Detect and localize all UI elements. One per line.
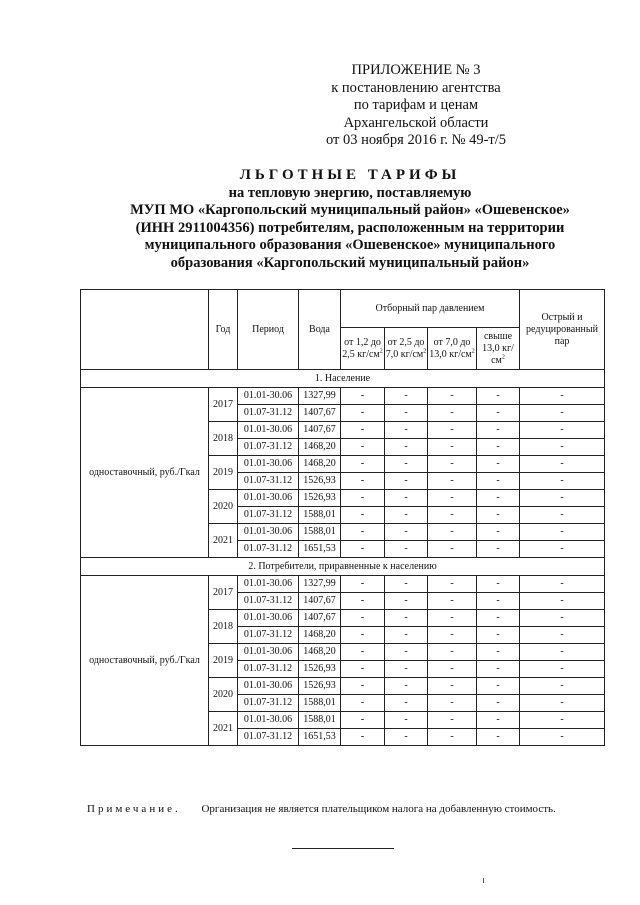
- table-row: [81, 388, 605, 405]
- empty-value-cell: -: [428, 661, 477, 678]
- period-cell: 01.01-30.06: [238, 524, 299, 541]
- period-cell: 01.07-31.12: [238, 593, 299, 610]
- empty-value-cell: -: [477, 610, 520, 627]
- water-tariff-cell: 1327,99: [299, 388, 341, 405]
- superscript: 2: [471, 348, 475, 355]
- empty-value-cell: -: [477, 712, 520, 729]
- water-tariff-cell: 1588,01: [299, 524, 341, 541]
- water-tariff-cell: 1588,01: [299, 712, 341, 729]
- superscript: 2: [423, 348, 427, 355]
- empty-value-cell: -: [428, 576, 477, 593]
- empty-value-cell: -: [385, 405, 428, 422]
- period-cell: 01.01-30.06: [238, 388, 299, 405]
- header-period: Период: [238, 290, 299, 370]
- empty-value-cell: -: [520, 644, 605, 661]
- empty-value-cell: -: [520, 593, 605, 610]
- empty-value-cell: -: [477, 524, 520, 541]
- empty-value-cell: -: [341, 524, 385, 541]
- empty-value-cell: -: [428, 541, 477, 558]
- empty-value-cell: -: [428, 593, 477, 610]
- footnote-text: Организация не является плательщиком налога на добавленную стоимость.: [201, 803, 556, 815]
- empty-value-cell: -: [341, 473, 385, 490]
- period-cell: 01.01-30.06: [238, 456, 299, 473]
- empty-value-cell: -: [385, 610, 428, 627]
- empty-value-cell: -: [520, 729, 605, 746]
- header-steam-3-label: от 7,0 до 13,0 кг/см: [429, 336, 472, 360]
- empty-value-cell: -: [385, 661, 428, 678]
- year-cell: 2021: [209, 712, 238, 746]
- header-sharp-steam: [520, 290, 605, 370]
- period-cell: 01.01-30.06: [238, 712, 299, 729]
- empty-value-cell: -: [477, 678, 520, 695]
- water-tariff-cell: 1407,67: [299, 610, 341, 627]
- appendix-line: Архангельской области: [343, 114, 489, 131]
- empty-value-cell: -: [428, 678, 477, 695]
- empty-value-cell: -: [520, 695, 605, 712]
- empty-value-cell: -: [520, 507, 605, 524]
- water-tariff-cell: 1651,53: [299, 541, 341, 558]
- water-tariff-cell: 1468,20: [299, 644, 341, 661]
- year-cell: 2019: [209, 644, 238, 678]
- header-steam-3: [428, 328, 477, 370]
- empty-value-cell: -: [428, 456, 477, 473]
- empty-value-cell: -: [341, 593, 385, 610]
- water-tariff-cell: 1526,93: [299, 490, 341, 507]
- section-title: 1. Население: [81, 370, 605, 388]
- empty-value-cell: -: [341, 729, 385, 746]
- tariff-table: [80, 289, 605, 746]
- empty-value-cell: -: [385, 422, 428, 439]
- empty-value-cell: -: [520, 439, 605, 456]
- empty-value-cell: -: [341, 695, 385, 712]
- water-tariff-cell: 1468,20: [299, 439, 341, 456]
- empty-value-cell: -: [385, 644, 428, 661]
- empty-value-cell: -: [428, 422, 477, 439]
- empty-value-cell: -: [428, 695, 477, 712]
- appendix-line: по тарифам и ценам: [353, 97, 479, 113]
- empty-value-cell: -: [341, 644, 385, 661]
- empty-value-cell: -: [477, 405, 520, 422]
- empty-value-cell: -: [477, 439, 520, 456]
- period-cell: 01.07-31.12: [238, 507, 299, 524]
- heading-line: на тепловую энергию, поставляемую: [228, 184, 472, 201]
- water-tariff-cell: 1327,99: [299, 576, 341, 593]
- scan-mark: [483, 878, 484, 883]
- water-tariff-cell: 1588,01: [299, 695, 341, 712]
- empty-value-cell: -: [385, 524, 428, 541]
- empty-value-cell: -: [385, 627, 428, 644]
- empty-value-cell: -: [428, 729, 477, 746]
- empty-value-cell: -: [477, 695, 520, 712]
- separator-line: [292, 848, 394, 849]
- tariff-type-label: одноставочный, руб./Гкал: [81, 388, 209, 558]
- empty-value-cell: -: [385, 695, 428, 712]
- empty-value-cell: -: [477, 661, 520, 678]
- empty-value-cell: -: [385, 456, 428, 473]
- appendix-date: от 03 ноября 2016 г. № 49-т/5: [325, 132, 507, 148]
- empty-value-cell: -: [477, 473, 520, 490]
- appendix-number: ПРИЛОЖЕНИЕ № 3: [351, 62, 481, 78]
- period-cell: 01.01-30.06: [238, 490, 299, 507]
- period-cell: 01.01-30.06: [238, 644, 299, 661]
- superscript: 2: [501, 354, 505, 361]
- empty-value-cell: -: [385, 712, 428, 729]
- period-cell: 01.07-31.12: [238, 473, 299, 490]
- empty-value-cell: -: [520, 661, 605, 678]
- empty-value-cell: -: [520, 678, 605, 695]
- empty-value-cell: -: [341, 712, 385, 729]
- empty-value-cell: -: [477, 644, 520, 661]
- empty-value-cell: -: [428, 388, 477, 405]
- period-cell: 01.07-31.12: [238, 661, 299, 678]
- header-steam-2-label: от 2,5 до 7,0 кг/см: [385, 336, 425, 360]
- empty-value-cell: -: [520, 388, 605, 405]
- empty-value-cell: -: [477, 541, 520, 558]
- water-tariff-cell: 1526,93: [299, 678, 341, 695]
- empty-value-cell: -: [341, 678, 385, 695]
- water-tariff-cell: 1588,01: [299, 507, 341, 524]
- empty-value-cell: -: [428, 490, 477, 507]
- period-cell: 01.01-30.06: [238, 422, 299, 439]
- year-cell: 2018: [209, 610, 238, 644]
- empty-value-cell: -: [520, 473, 605, 490]
- empty-value-cell: -: [520, 456, 605, 473]
- empty-value-cell: -: [428, 712, 477, 729]
- empty-value-cell: -: [477, 490, 520, 507]
- empty-value-cell: -: [341, 439, 385, 456]
- empty-value-cell: -: [520, 524, 605, 541]
- period-cell: 01.07-31.12: [238, 695, 299, 712]
- empty-value-cell: -: [520, 627, 605, 644]
- period-cell: 01.01-30.06: [238, 678, 299, 695]
- empty-value-cell: -: [428, 627, 477, 644]
- empty-value-cell: -: [520, 610, 605, 627]
- empty-value-cell: -: [385, 576, 428, 593]
- year-cell: 2018: [209, 422, 238, 456]
- empty-value-cell: -: [428, 524, 477, 541]
- heading-line: МУП МО «Каргопольский муниципальный район» «Ошевенское»: [130, 202, 570, 218]
- water-tariff-cell: 1407,67: [299, 422, 341, 439]
- empty-value-cell: -: [428, 610, 477, 627]
- empty-value-cell: -: [341, 388, 385, 405]
- empty-value-cell: -: [385, 729, 428, 746]
- empty-value-cell: -: [520, 576, 605, 593]
- section-title: 2. Потребители, приравненные к населению: [81, 558, 605, 576]
- water-tariff-cell: 1468,20: [299, 456, 341, 473]
- empty-value-cell: -: [341, 661, 385, 678]
- empty-value-cell: -: [385, 678, 428, 695]
- document-heading: [60, 167, 640, 272]
- header-blank: [81, 290, 209, 370]
- tariff-type-label: одноставочный, руб./Гкал: [81, 576, 209, 746]
- appendix-block: [286, 62, 546, 150]
- header-water: Вода: [299, 290, 341, 370]
- period-cell: 01.01-30.06: [238, 610, 299, 627]
- period-cell: 01.01-30.06: [238, 576, 299, 593]
- header-steam-group: Отборный пар давлением: [341, 290, 520, 328]
- heading-line: образования «Каргопольский муниципальный район»: [170, 254, 530, 271]
- period-cell: 01.07-31.12: [238, 541, 299, 558]
- footnote: [87, 803, 556, 815]
- period-cell: 01.07-31.12: [238, 729, 299, 746]
- water-tariff-cell: 1651,53: [299, 729, 341, 746]
- header-steam-1-label: от 1,2 до 2,5 кг/см: [342, 336, 381, 360]
- header-sharp-steam-label: Острый и редуцированный пар: [526, 311, 598, 347]
- empty-value-cell: -: [477, 456, 520, 473]
- empty-value-cell: -: [477, 422, 520, 439]
- period-cell: 01.07-31.12: [238, 439, 299, 456]
- empty-value-cell: -: [385, 593, 428, 610]
- empty-value-cell: -: [477, 507, 520, 524]
- empty-value-cell: -: [477, 576, 520, 593]
- water-tariff-cell: 1468,20: [299, 627, 341, 644]
- heading-line: (ИНН 2911004356) потребителям, расположенным на территории: [135, 219, 565, 236]
- empty-value-cell: -: [385, 439, 428, 456]
- empty-value-cell: -: [341, 627, 385, 644]
- empty-value-cell: -: [341, 507, 385, 524]
- header-steam-4: [477, 328, 520, 370]
- empty-value-cell: -: [428, 439, 477, 456]
- heading-line: муниципального образования «Ошевенское» муниципального: [144, 237, 556, 253]
- empty-value-cell: -: [428, 507, 477, 524]
- empty-value-cell: -: [341, 610, 385, 627]
- header-year: Год: [209, 290, 238, 370]
- appendix-line: к постановлению агентства: [331, 79, 501, 96]
- year-cell: 2021: [209, 524, 238, 558]
- period-cell: 01.07-31.12: [238, 405, 299, 422]
- footnote-label: Примечание.: [87, 803, 181, 815]
- empty-value-cell: -: [520, 422, 605, 439]
- empty-value-cell: -: [385, 473, 428, 490]
- header-steam-1: [341, 328, 385, 370]
- table-row: [81, 576, 605, 593]
- year-cell: 2017: [209, 576, 238, 610]
- empty-value-cell: -: [341, 576, 385, 593]
- water-tariff-cell: 1526,93: [299, 473, 341, 490]
- empty-value-cell: -: [385, 507, 428, 524]
- empty-value-cell: -: [385, 490, 428, 507]
- empty-value-cell: -: [477, 388, 520, 405]
- empty-value-cell: -: [428, 644, 477, 661]
- empty-value-cell: -: [520, 712, 605, 729]
- water-tariff-cell: 1407,67: [299, 405, 341, 422]
- empty-value-cell: -: [520, 405, 605, 422]
- year-cell: 2020: [209, 678, 238, 712]
- empty-value-cell: -: [341, 422, 385, 439]
- empty-value-cell: -: [341, 490, 385, 507]
- empty-value-cell: -: [341, 541, 385, 558]
- empty-value-cell: -: [385, 541, 428, 558]
- header-steam-4-label: свыше 13,0 кг/см: [482, 330, 514, 366]
- empty-value-cell: -: [341, 456, 385, 473]
- year-cell: 2017: [209, 388, 238, 422]
- year-cell: 2019: [209, 456, 238, 490]
- empty-value-cell: -: [385, 388, 428, 405]
- empty-value-cell: -: [428, 405, 477, 422]
- water-tariff-cell: 1526,93: [299, 661, 341, 678]
- document-title: ЛЬГОТНЫЕ ТАРИФЫ: [239, 167, 461, 183]
- empty-value-cell: -: [520, 490, 605, 507]
- superscript: 2: [379, 348, 383, 355]
- empty-value-cell: -: [477, 627, 520, 644]
- empty-value-cell: -: [477, 593, 520, 610]
- water-tariff-cell: 1407,67: [299, 593, 341, 610]
- empty-value-cell: -: [520, 541, 605, 558]
- year-cell: 2020: [209, 490, 238, 524]
- empty-value-cell: -: [477, 729, 520, 746]
- header-steam-2: [385, 328, 428, 370]
- empty-value-cell: -: [341, 405, 385, 422]
- period-cell: 01.07-31.12: [238, 627, 299, 644]
- empty-value-cell: -: [428, 473, 477, 490]
